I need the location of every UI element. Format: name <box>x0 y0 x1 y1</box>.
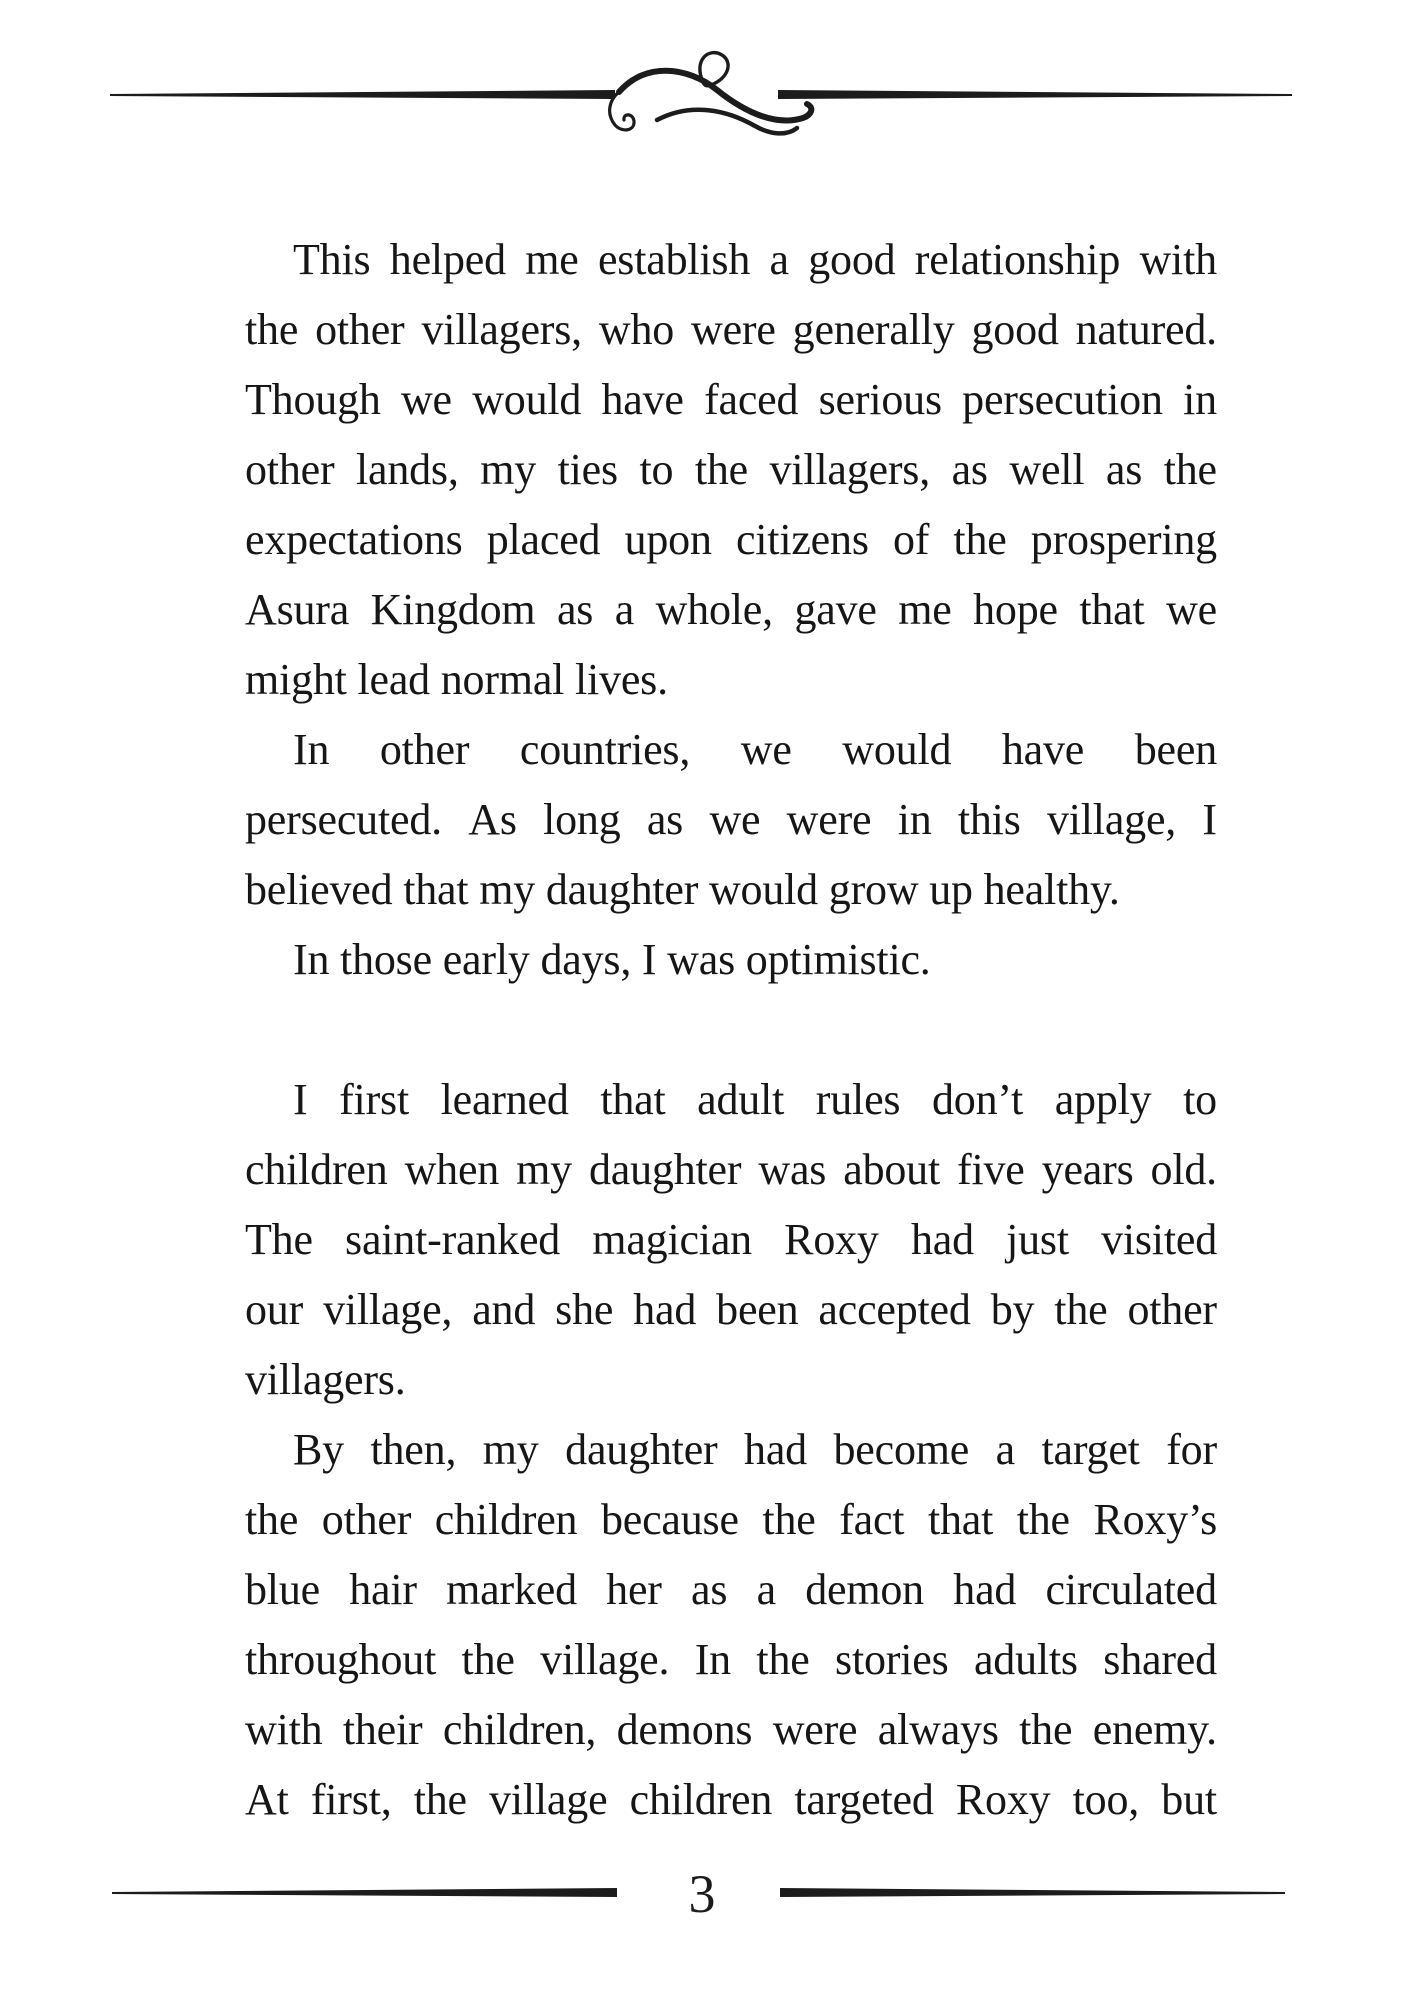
header-rule-left <box>110 90 615 99</box>
text-line: other lands, my ties to the villagers, as well as the <box>245 445 1217 494</box>
text-line: The saint-ranked magician Roxy had just visited <box>245 1215 1217 1264</box>
text-line: Asura Kingdom as a whole, gave me hope that we <box>245 585 1217 634</box>
flourish-ornament-icon <box>605 46 835 146</box>
text-line: blue hair marked her as a demon had circulated <box>245 1565 1217 1614</box>
text-line: our village, and she had been accepted by the other <box>245 1285 1217 1334</box>
text-line: In those early days, I was optimistic. <box>293 935 931 984</box>
text-line: Though we would have faced serious persecution in <box>245 375 1217 424</box>
paragraph <box>245 225 1217 715</box>
scene-break <box>245 995 1217 1065</box>
header-rule-right <box>778 90 1292 99</box>
paragraph <box>245 925 1217 995</box>
text-line: children when my daughter was about five years old. <box>245 1145 1217 1194</box>
text-line: At first, the village children targeted Roxy too, but <box>245 1775 1217 1824</box>
text-line: This helped me establish a good relationship with <box>293 235 1217 284</box>
text-line: I first learned that adult rules don’t apply to <box>293 1075 1217 1124</box>
text-line: persecuted. As long as we were in this village, I <box>245 795 1217 844</box>
text-line: with their children, demons were always the enemy. <box>245 1705 1217 1754</box>
paragraph <box>245 715 1217 925</box>
paragraph <box>245 1065 1217 1415</box>
text-line: In other countries, we would have been <box>293 725 1217 774</box>
text-line: the other children because the fact that the Roxy’s <box>245 1495 1217 1544</box>
text-line: believed that my daughter would grow up healthy. <box>245 865 1120 914</box>
text-line: throughout the village. In the stories adults shared <box>245 1635 1217 1684</box>
paragraph <box>245 1415 1217 1835</box>
text-line: the other villagers, who were generally good natured. <box>245 305 1217 354</box>
text-line: expectations placed upon citizens of the prospering <box>245 515 1217 564</box>
text-line: By then, my daughter had become a target for <box>293 1425 1217 1474</box>
page-number: 3 <box>688 1864 716 1924</box>
text-line: villagers. <box>245 1355 406 1404</box>
text-line: might lead normal lives. <box>245 655 668 704</box>
body-text <box>245 225 1217 1835</box>
